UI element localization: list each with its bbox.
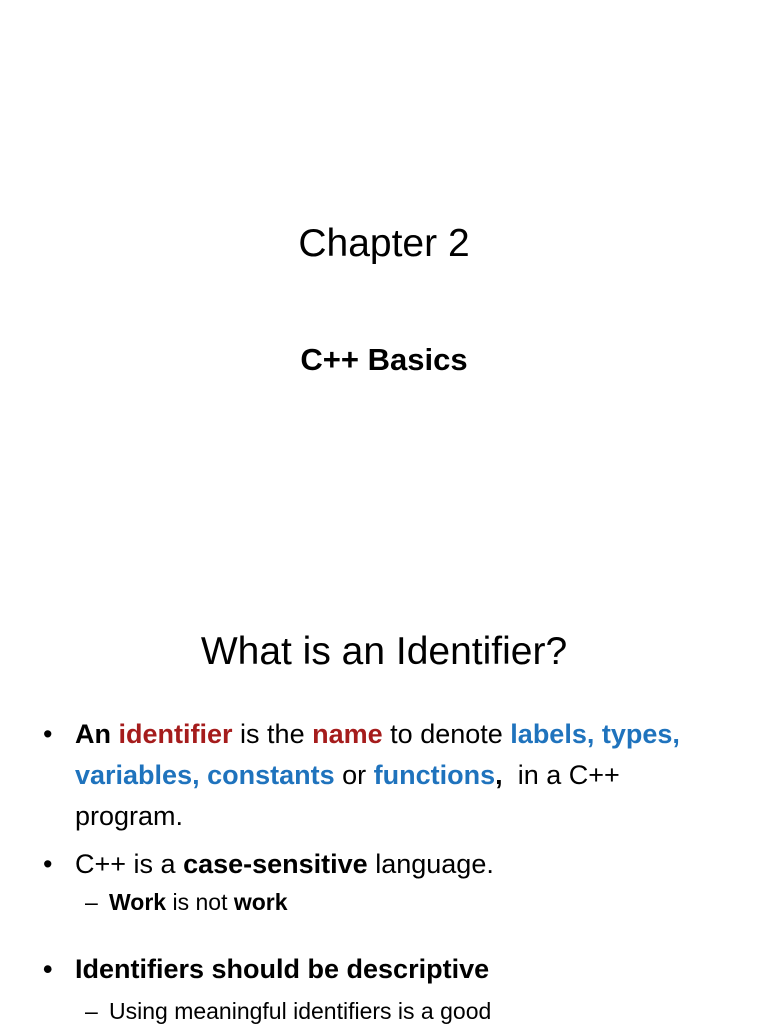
sub-bullet-meaningful xyxy=(0,994,768,1024)
bullet-marker: • xyxy=(43,954,53,984)
bullet-text: language. xyxy=(375,849,494,879)
keyword-functions: functions xyxy=(373,760,496,790)
bullet-text: to denote xyxy=(390,719,503,749)
bullet-comma: , xyxy=(495,760,503,790)
bullet-text: or xyxy=(342,760,367,790)
bullet-word-an: An xyxy=(75,719,111,749)
bullet-descriptive xyxy=(0,949,768,990)
keyword-case-sensitive: case-sensitive xyxy=(183,849,368,879)
chapter-subtitle: C++ Basics xyxy=(300,342,468,377)
bullet-text: Identifiers should be descriptive xyxy=(75,954,490,984)
bullet-identifier-definition xyxy=(0,714,768,837)
slide-identifier xyxy=(0,576,768,1024)
bullet-case-sensitive xyxy=(0,844,768,885)
sub-bullet-text: Using meaningful identifiers is a good xyxy=(109,998,492,1024)
bullet-text: C++ is a xyxy=(75,849,176,879)
bullet-marker: • xyxy=(43,719,53,749)
bullet-text: C++ program. xyxy=(75,760,620,831)
sub-bullet-marker: – xyxy=(85,889,98,915)
bullet-text: in a xyxy=(517,760,562,790)
keyword-work-capital: Work xyxy=(109,889,167,915)
keyword-name: name xyxy=(312,719,383,749)
sub-bullet-work-example xyxy=(0,885,768,919)
keyword-identifier: identifier xyxy=(118,719,233,749)
bullet-list xyxy=(0,714,768,1024)
chapter-title: Chapter 2 xyxy=(298,222,470,265)
sub-bullet-text: is not xyxy=(172,889,228,915)
keyword-types-variables-constants: types, variables, constants xyxy=(75,719,680,790)
keyword-labels: labels, xyxy=(510,719,595,749)
bullet-text: is the xyxy=(240,719,305,749)
keyword-work-lower: work xyxy=(233,889,288,915)
slide-title: What is an Identifier? xyxy=(200,630,568,673)
sub-bullet-marker: – xyxy=(85,998,98,1024)
bullet-marker: • xyxy=(43,849,53,879)
